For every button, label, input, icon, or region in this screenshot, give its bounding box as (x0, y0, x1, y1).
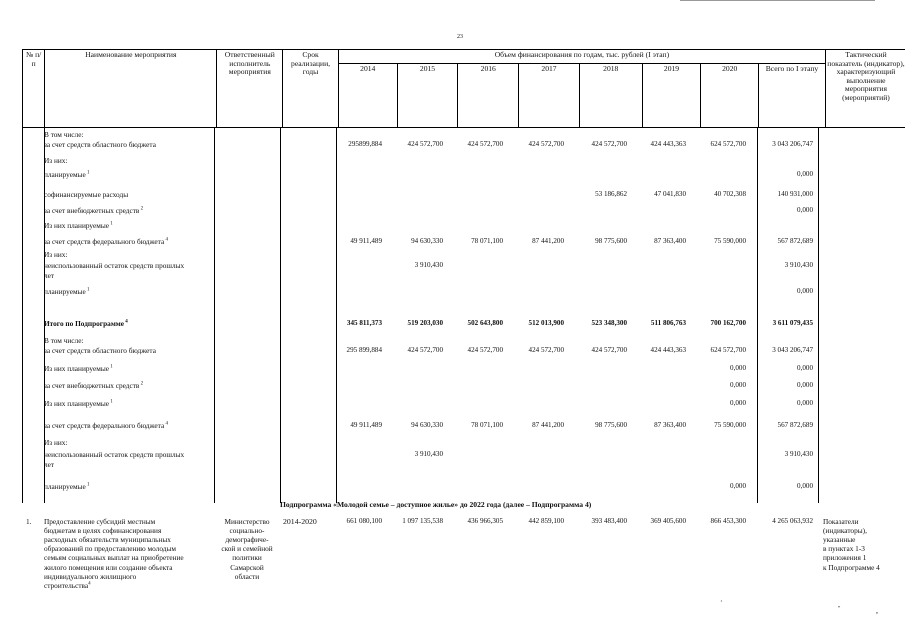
header-year: 2019 (642, 64, 701, 128)
top-rule (680, 0, 875, 1)
scan-mark: " (838, 606, 841, 612)
row-label: Из них планируемые $^1$ (44, 399, 113, 408)
row-value: 523 348,300 (591, 319, 627, 327)
row-value: 567 872,689 (777, 237, 813, 245)
item-responsible-line: демографиче- (225, 535, 269, 545)
row-label: Из них: (44, 250, 68, 259)
row-value: 345 811,373 (346, 319, 382, 327)
row-value: 47 041,830 (654, 190, 686, 198)
row-value: 424 572,700 (407, 346, 443, 354)
item-value: 436 966,305 (467, 517, 503, 525)
row-value: 40 702,308 (714, 190, 746, 198)
item-description-line: бюджетам в целях софинансирования (44, 526, 162, 536)
row-value: 75 590,000 (714, 237, 746, 245)
item-value: 393 483,400 (591, 517, 627, 525)
row-value: 511 806,763 (650, 319, 686, 327)
item-indicator-line: к Подпрограмме 4 (823, 562, 880, 572)
table-vertical-rule (336, 128, 337, 503)
item-indicator-line: указанные (823, 535, 856, 545)
row-value: 0,000 (797, 381, 813, 389)
subprogram-title: Подпрограмма «Молодой семье – доступное жилье» до 2022 года (далее – Подпрограмма 4) (280, 500, 592, 509)
row-label: софинансируемые расходы (44, 190, 129, 199)
row-value: 3 043 206,747 (772, 140, 813, 148)
row-label: за счет средств областного бюджета (44, 346, 156, 355)
row-value: 75 590,000 (714, 421, 746, 429)
row-value: 87 441,200 (532, 421, 564, 429)
item-value: 661 080,100 (346, 517, 382, 525)
item-value: 4 265 063,932 (772, 517, 813, 525)
header-indicator: Тактический показатель (индикатор), характеризующий выполнение мероприятия (мероприятий) (825, 50, 905, 128)
item-description-line: жилого помещения или создание объекта (44, 562, 173, 572)
row-value: 0,000 (797, 482, 813, 490)
header-year: 2020 (701, 64, 759, 128)
item-indicator-line: (индикаторы), (823, 526, 867, 536)
header-year: 2016 (458, 64, 519, 128)
row-value: 3 910,430 (414, 261, 443, 269)
table-vertical-rule (22, 128, 23, 503)
row-value: 512 013,900 (528, 319, 564, 327)
item-responsible-line: Самарской (230, 562, 264, 572)
item-term: 2014-2020 (283, 517, 317, 526)
row-value: 519 203,030 (407, 319, 443, 327)
row-label: за счет внебюджетных средств $^2$ (44, 381, 144, 390)
item-description-line: семьям социальных выплат на приобретение (44, 553, 184, 563)
item-responsible-line: области (234, 571, 260, 581)
header-year: 2017 (519, 64, 580, 128)
row-label: В том числе: (44, 336, 84, 345)
row-value: 624 572,700 (710, 346, 746, 354)
row-value: 424 572,700 (467, 140, 503, 148)
row-value: 424 443,363 (650, 346, 686, 354)
row-label: планируемые $^1$ (44, 170, 90, 179)
item-description-line: образований по предоставлению молодым (44, 544, 177, 554)
item-description-line: расходных обязательств муниципальных (44, 535, 171, 545)
row-value: 0,000 (730, 381, 746, 389)
item-responsible-line: Министерство (224, 517, 270, 526)
item-value: 1 097 135,538 (402, 517, 443, 525)
row-value: 3 910,430 (414, 450, 443, 458)
row-value: 624 572,700 (710, 140, 746, 148)
table-vertical-rule (280, 128, 281, 503)
row-value: 78 071,100 (471, 421, 503, 429)
header-total: Всего по I этапу (759, 64, 826, 128)
row-value: 3 910,430 (784, 261, 813, 269)
row-value: 0,000 (797, 170, 813, 178)
row-label: лет (44, 460, 55, 469)
scan-mark: · (720, 597, 723, 606)
row-value: 567 872,689 (777, 421, 813, 429)
row-value: 3 611 079,435 (772, 319, 813, 327)
header-num: № п/п (23, 50, 45, 128)
row-label: неиспользованный остаток средств прошлых (44, 450, 185, 459)
row-value: 424 572,700 (591, 140, 627, 148)
row-value: 94 630,330 (411, 421, 443, 429)
row-label: за счет средств федерального бюджета $^4$ (44, 421, 168, 430)
header-year: 2015 (397, 64, 458, 128)
row-value: 78 071,100 (471, 237, 503, 245)
row-value: 53 186,862 (595, 190, 627, 198)
row-value: 424 572,700 (407, 140, 443, 148)
row-value: 0,000 (730, 364, 746, 372)
row-value: 295 899,884 (346, 346, 382, 354)
item-indicator (823, 517, 880, 572)
row-label: за счет средств федерального бюджета $^4$ (44, 237, 168, 246)
row-label: планируемые $^1$ (44, 287, 90, 296)
row-label: неиспользованный остаток средств прошлых (44, 261, 185, 270)
item-description-line: индивидуального жилищного (44, 571, 137, 581)
row-value: 700 162,700 (710, 319, 746, 327)
header-resp: Ответственный исполнитель мероприятия (217, 50, 283, 128)
item-indicator-line: приложения 1 (823, 553, 867, 563)
item-value: 369 405,600 (650, 517, 686, 525)
header-funding: Объем финансирования по годам, тыс. рублей (I этап) (338, 50, 825, 64)
row-label: за счет средств областного бюджета (44, 140, 156, 149)
row-value: 0,000 (797, 364, 813, 372)
row-label: Итого по Подпрограмме $^4$ (44, 319, 128, 328)
row-label: Из них: (44, 438, 68, 447)
item-description (44, 517, 184, 590)
row-value: 0,000 (730, 482, 746, 490)
item-responsible (214, 517, 280, 581)
table-vertical-rule (757, 128, 758, 503)
item-description-line: Предоставление субсидий местным (44, 517, 156, 526)
item-indicator-line: в пунктах 1-3 (823, 544, 865, 554)
row-value: 98 775,600 (595, 237, 627, 245)
row-label: планируемые $^1$ (44, 482, 90, 491)
row-value: 424 572,700 (467, 346, 503, 354)
row-value: 140 931,000 (777, 190, 813, 198)
row-value: 424 572,700 (528, 140, 564, 148)
row-value: 94 630,330 (411, 237, 443, 245)
row-label: Из них планируемые $^1$ (44, 364, 113, 373)
row-value: 87 441,200 (532, 237, 564, 245)
row-value: 87 363,400 (654, 237, 686, 245)
header-term: Срок реализации, годы (283, 50, 339, 128)
header-name: Наименование мероприятия (45, 50, 217, 128)
item-responsible-line: социально- (229, 526, 265, 536)
header-year: 2018 (579, 64, 642, 128)
item-number: 1. (26, 517, 32, 526)
row-label: В том числе: (44, 130, 84, 139)
row-value: 49 911,489 (350, 237, 382, 245)
row-value: 0,000 (797, 399, 813, 407)
row-value: 3 043 206,747 (772, 346, 813, 354)
row-value: 0,000 (730, 399, 746, 407)
row-value: 0,000 (797, 206, 813, 214)
table-header (22, 49, 905, 128)
table-vertical-rule (214, 128, 215, 503)
row-value: 424 572,700 (528, 346, 564, 354)
page-number: 23 (457, 34, 463, 40)
row-label: за счет внебюджетных средств $^2$ (44, 206, 144, 215)
row-label: Из них: (44, 156, 68, 165)
item-value: 442 859,100 (528, 517, 564, 525)
row-value: 87 363,400 (654, 421, 686, 429)
item-description-line: строительства$^4$ (44, 580, 91, 590)
row-value: 295899,884 (348, 140, 382, 148)
row-value: 424 443,363 (650, 140, 686, 148)
scan-mark: , (876, 606, 878, 615)
row-value: 502 643,800 (467, 319, 503, 327)
item-indicator-line: Показатели (823, 517, 859, 526)
row-value: 3 910,430 (784, 450, 813, 458)
item-responsible-line: политики (232, 553, 262, 563)
row-value: 98 775,600 (595, 421, 627, 429)
row-value: 49 911,489 (350, 421, 382, 429)
table-vertical-rule (818, 128, 819, 503)
header-year: 2014 (338, 64, 397, 128)
item-value: 866 453,300 (710, 517, 746, 525)
item-responsible-line: ской и семейной (221, 544, 273, 554)
row-value: 0,000 (797, 287, 813, 295)
row-value: 424 572,700 (591, 346, 627, 354)
row-label: Из них планируемые $^1$ (44, 221, 113, 230)
row-label: лет (44, 271, 55, 280)
